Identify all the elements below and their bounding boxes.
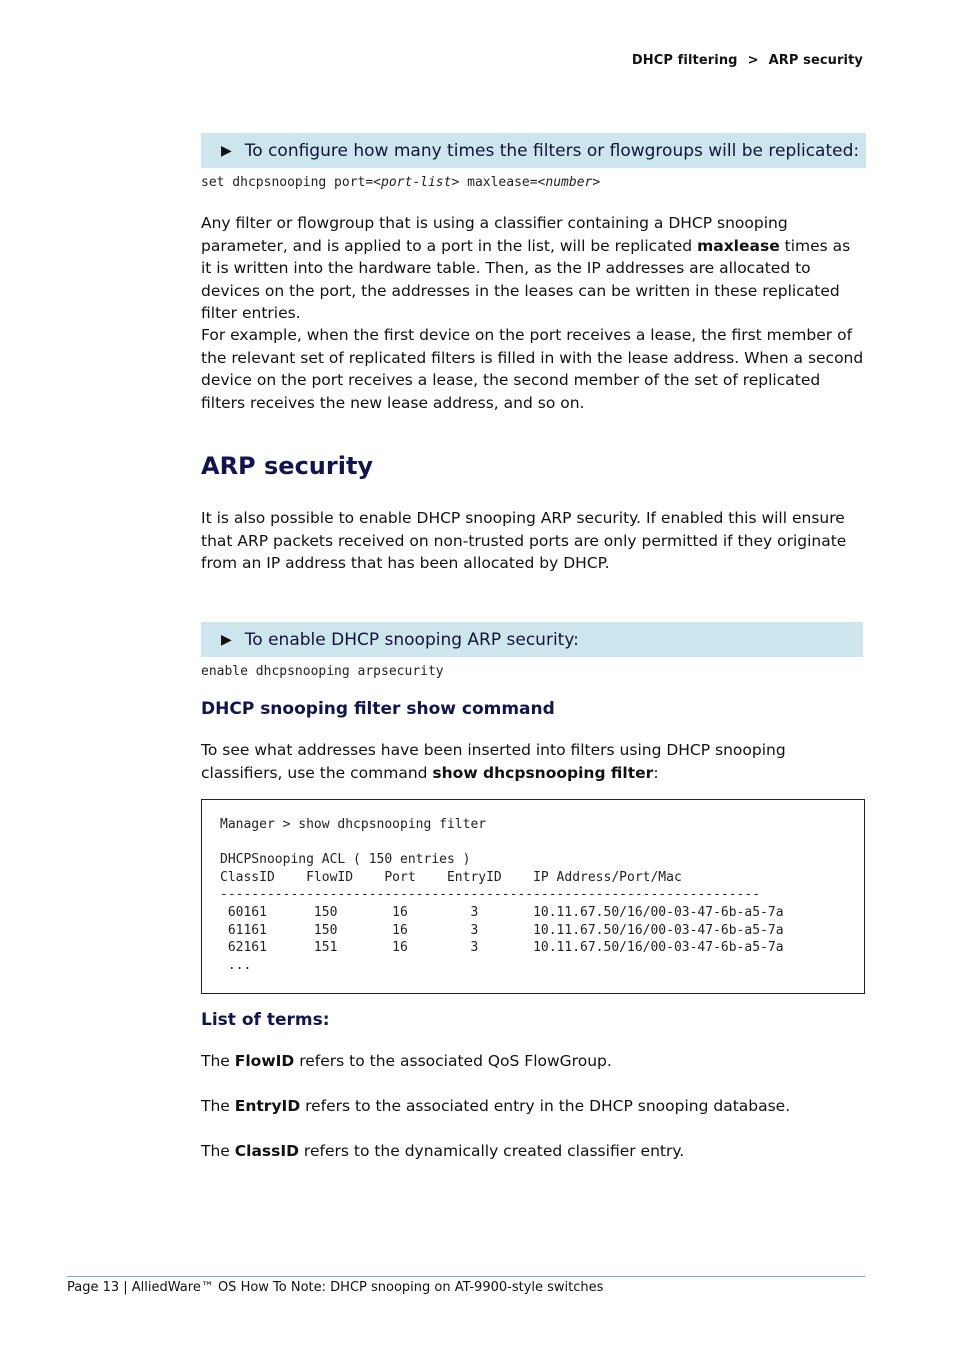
- task-label: To configure how many times the filters or flowgroups will be replicated:: [244, 140, 860, 161]
- command-output-box: [201, 799, 865, 994]
- page-footer: Page 13 | AlliedWare™ OS How To Note: DHCP snooping on AT-9900-style switches: [67, 1280, 604, 1295]
- term-item-entryid: The EntryID refers to the associated entry in the DHCP snooping database.: [201, 1097, 791, 1115]
- command-arg-number: number: [545, 175, 593, 190]
- running-header: [632, 53, 863, 68]
- task-label: To enable DHCP snooping ARP security:: [244, 629, 579, 650]
- task-bar-replicate: [201, 133, 866, 168]
- triangle-right-icon: ▶: [221, 631, 232, 648]
- command-enable-arpsecurity: enable dhcpsnooping arpsecurity: [201, 664, 444, 679]
- paragraph-example: For example, when the first device on the port receives a lease, the first member of the relevant set of replicated filters is filled in with the lease address. When a second device on the port receives a lease, the second member of the set of replicated filters receives the new lease address, and so on.: [201, 326, 864, 412]
- header-subsection: ARP security: [768, 53, 863, 68]
- command-set-maxlease: set dhcpsnooping port=<port-list> maxlease=<number>: [201, 175, 601, 190]
- term-maxlease: maxlease: [697, 236, 780, 255]
- command-output-text: Manager > show dhcpsnooping filter DHCPSnooping ACL ( 150 entries ) ClassID FlowID Port EntryID IP Address/Port/Mac --------------------------------------------------------------------- 60161 150 16 3 10.11.67.50/16/00-03-47-6b-a5-7a 61161 150 16 3 10.11.67.50/16/00-03-47-6b-a5-7a 62161 151 16 3 10.11.67.50/16/00-03-47-6b-a5-7a ...: [220, 817, 784, 973]
- command-show-dhcpsnooping-filter: show dhcpsnooping filter: [432, 763, 654, 782]
- term-item-classid: The ClassID refers to the dynamically created classifier entry.: [201, 1142, 685, 1160]
- header-section: DHCP filtering: [631, 53, 738, 68]
- triangle-right-icon: ▶: [221, 142, 232, 159]
- paragraph-show-command: To see what addresses have been inserted into filters using DHCP snooping classifiers, use the command show dhcpsnooping filter:: [201, 741, 786, 782]
- command-arg-port-list: port-list: [381, 175, 452, 190]
- task-bar-arp-security: [201, 622, 863, 657]
- paragraph-replication: Any filter or flowgroup that is using a classifier containing a DHCP snooping parameter, and is applied to a port in the list, will be replicated maxlease times as it is written into the hardware table. Then, as the IP addresses are allocated to devices on the port, the addresses in the leases can be written in these replicated filter entries.: [201, 214, 851, 322]
- section-heading-arp-security: ARP security: [201, 452, 374, 480]
- footer-divider: [67, 1276, 865, 1277]
- subheading-show-command: DHCP snooping filter show command: [201, 699, 555, 719]
- subheading-list-of-terms: List of terms:: [201, 1010, 330, 1030]
- term-item-flowid: The FlowID refers to the associated QoS FlowGroup.: [201, 1052, 612, 1070]
- paragraph-arp-security: It is also possible to enable DHCP snooping ARP security. If enabled this will ensure that ARP packets received on non-trusted ports are only permitted if they originate from an IP address that has been allocated by DHCP.: [201, 509, 847, 572]
- header-separator: >: [747, 53, 759, 68]
